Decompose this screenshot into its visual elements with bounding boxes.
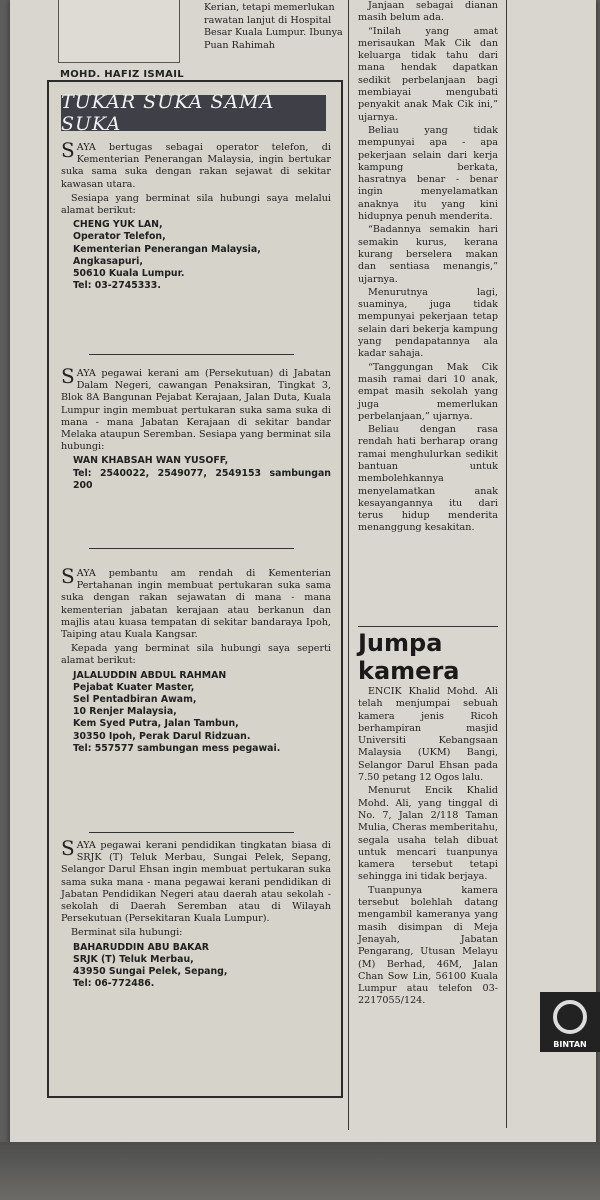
contact-line: Kem Syed Putra, Jalan Tambun,: [73, 718, 239, 730]
contact-line: Kementerian Penerangan Malaysia,: [73, 243, 261, 255]
ad-body-2: Berminat sila hubungi:: [71, 927, 183, 939]
paragraph: Menurut Encik Khalid Mohd. Ali, yang tinggal di No. 7, Jalan 2/118 Taman Mulia, Cheras memberitahu, segala usaha telah dibuat untuk mencari tuanpunya kamera tersebut tetapi sehingga ini tidak berjaya.: [358, 785, 498, 883]
contact-line: WAN KHABSAH WAN YUSOFF,: [73, 455, 229, 467]
contact-line: 43950 Sungai Pelek, Sepang,: [73, 966, 228, 978]
page-fold: [0, 1142, 600, 1200]
jumpa-kamera-heading: Jumpa kamera: [358, 626, 498, 685]
ad-contact: [61, 670, 331, 755]
ad-separator: [89, 354, 294, 355]
right-column-article: [358, 0, 498, 536]
contact-line: CHENG YUK LAN,: [73, 219, 163, 231]
logo-ring-icon: [553, 1000, 587, 1034]
paragraph: Beliau yang tidak mempunyai apa - apa pekerjaan selain dari kerja kampung berkata, hasratnya benar - benar ingin menyelamatkan anaknya itu yang kini hidupnya penuh menderita.: [358, 124, 498, 223]
ad-body: AYA pegawai kerani pendidikan tingkatan biasa di SRJK (T) Teluk Merbau, Sungai Pelek, Sepang, Selangor Darul Ehsan ingin membuat pertukaran suka sama suka mana - mana pegawai kerani pendidikan di Jabatan Pendidikan Negeri atau daerah atau sekolah - sekolah di Daerah Seremban atau di Wilayah Persekutuan (Persekitaran Kuala Lumpur).: [61, 840, 331, 925]
contact-line: 50610 Kuala Lumpur.: [73, 268, 185, 280]
ad-body: AYA bertugas sebagai operator telefon, di Kementerian Penerangan Malaysia, ingin bertukar suka sama suka dengan rakan sejawat di sekitar kawasan utara.: [61, 142, 331, 190]
contact-line: Tel: 557577 sambungan mess pegawai.: [73, 742, 281, 754]
ad-separator: [89, 832, 294, 833]
ad-contact: [61, 942, 331, 991]
paragraph: Tuanpunya kamera tersebut bolehlah datang mengambil kameranya yang masih disimpan di Meja Jenayah, Jabatan Pengarang, Utusan Melayu (M) Berhad, 46M, Jalan Chan Sow Lin, 56100 Kuala Lumpur atau telefon 03-2217055/124.: [358, 884, 498, 1007]
paragraph: “Tanggungan Mak Cik masih ramai dari 10 anak, empat masih sekolah yang juga memerlukan perbelanjaan,” ujarnya.: [358, 361, 498, 422]
newspaper-logo: [540, 992, 600, 1052]
contact-line: Tel: 2540022, 2549077, 2549153 sambungan 200: [73, 467, 331, 491]
dropcap: S: [61, 138, 75, 162]
ad-body-2: Kepada yang berminat sila hubungi saya seperti alamat berikut:: [61, 643, 331, 667]
contact-line: Pejabat Kuater Master,: [73, 681, 195, 693]
ad-body: AYA pegawai kerani am (Persekutuan) di Jabatan Dalam Negeri, cawangan Penaksiran, Tingkat 3, Blok 8A Bangunan Pejabat Kerajaan, Jalan Duta, Kuala Lumpur ingin membuat pertukaran suka sama suka di mana - mana Jabatan Kerajaan di sekitar bandar Melaka ataupun Seremban. Sesiapa yang berminat sila hubungi:: [61, 368, 331, 453]
contact-line: 30350 Ipoh, Perak Darul Ridzuan.: [73, 730, 251, 742]
column-rule: [348, 0, 349, 1130]
ad-contact: [61, 219, 331, 292]
dropcap: S: [61, 836, 75, 860]
box-title: TUKAR SUKA SAMA SUKA: [61, 95, 326, 131]
ad-contact: [61, 455, 331, 492]
column-rule: [506, 0, 507, 1128]
paragraph: Menurutnya lagi, suaminya, juga tidak mempunyai pekerjaan tetap selain dari bekerja kampung yang pendapatannya ala kadar sahaja.: [358, 286, 498, 360]
dropcap: S: [61, 364, 75, 388]
contact-line: Tel: 03-2745333.: [73, 280, 161, 292]
classified-ad-box: [47, 80, 343, 1098]
ad-2: [61, 364, 331, 492]
paragraph: ENCIK Khalid Mohd. Ali telah menjumpai sebuah kamera jenis Ricoh berhampiran masjid Universiti Kebangsaan Malaysia (UKM) Bangi, Selangor Darul Ehsan pada 7.50 petang 12 Ogos lalu.: [358, 686, 498, 784]
byline: MOHD. HAFIZ ISMAIL: [60, 69, 184, 80]
contact-line: JALALUDDIN ABDUL RAHMAN: [73, 669, 227, 681]
contact-line: Sel Pentadbiran Awam,: [73, 694, 197, 706]
ad-separator: [89, 548, 294, 549]
ad-body-2: Sesiapa yang berminat sila hubungi saya melalui alamat berikut:: [61, 192, 331, 217]
contact-line: Operator Telefon,: [73, 231, 166, 243]
contact-line: BAHARUDDIN ABU BAKAR: [73, 941, 209, 953]
contact-line: 10 Renjer Malaysia,: [73, 706, 177, 718]
top-article-text: Kerian, tetapi memerlukan rawatan lanjut di Hospital Besar Kuala Lumpur. Ibunya Puan Rahimah: [204, 2, 343, 52]
ad-1: [61, 138, 331, 292]
dropcap: S: [61, 564, 75, 588]
contact-line: SRJK (T) Teluk Merbau,: [73, 953, 194, 965]
paragraph: “Inilah yang amat merisaukan Mak Cik dan keluarga tidak tahu dari mana hendak dapatkan sedikit perbelanjaan bagi membiayai mengubati penyakit anak Mak Cik ini,” ujarnya.: [358, 25, 498, 123]
ad-4: [61, 836, 331, 990]
ad-3: [61, 564, 331, 755]
logo-text: BINTAN: [553, 1040, 587, 1049]
paragraph: Beliau dengan rasa rendah hati berharap orang ramai menghulurkan sedikit bantuan untuk membolehkannya menyelamatkan anak kesayangannya itu dari terus hidup menderita menanggung kesakitan.: [358, 424, 498, 534]
contact-line: Tel: 06-772486.: [73, 978, 155, 990]
contact-line: Angkasapuri,: [73, 255, 143, 267]
jumpa-kamera-article: [358, 686, 498, 1009]
paragraph: “Badannya semakin hari semakin kurus, kerana kurang berselera makan dan sentiasa menangis,” ujarnya.: [358, 224, 498, 285]
ad-body: AYA pembantu am rendah di Kementerian Pertahanan ingin membuat pertukaran suka sama suka dengan rakan sejawatan di mana - mana kementerian jabatan kerajaan atau berkanun dan majlis atau kuasa tempatan di sekitar bandaraya Ipoh, Taiping atau Kuala Kangsar.: [61, 568, 331, 641]
photo-frame: [58, 0, 180, 63]
paragraph: Janjaan sebagai dianan masih belum ada.: [358, 0, 498, 24]
